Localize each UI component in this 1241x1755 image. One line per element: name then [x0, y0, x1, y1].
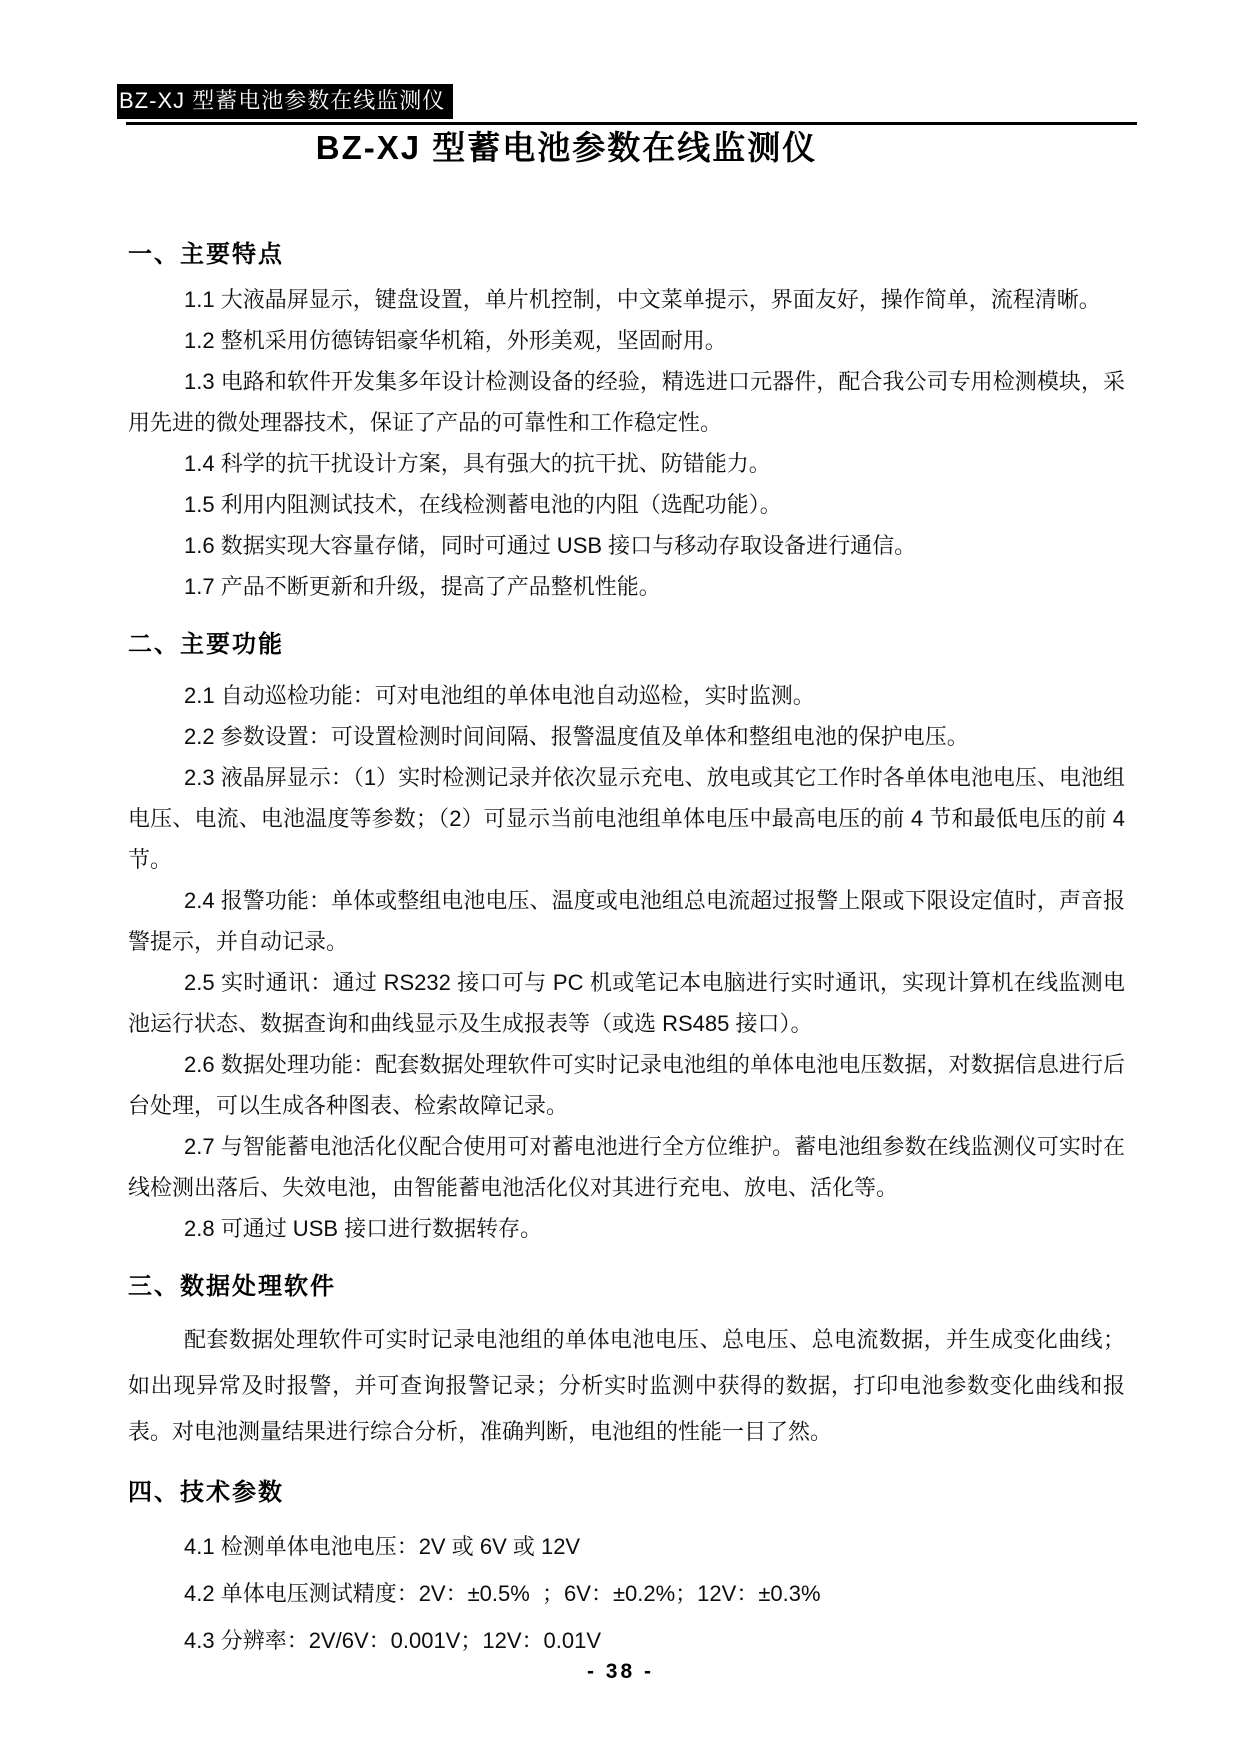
section-tech-params: [128, 1477, 1125, 1664]
tech-param-4-1: 4.1 检测单体电池电压：2V 或 6V 或 12V: [184, 1534, 581, 1559]
section-heading-tech-params: 四、技术参数: [128, 1479, 284, 1506]
running-header-label: BZ-XJ 型蓄电池参数在线监测仪: [117, 84, 453, 119]
function-item-2-6: 2.6 数据处理功能：配套数据处理软件可实时记录电池组的单体电池电压数据，对数据信息进行后台处理，可以生成各种图表、检索故障记录。: [128, 1052, 1125, 1118]
feature-item-1-5: 1.5 利用内阻测试技术，在线检测蓄电池的内阻（选配功能）。: [184, 492, 782, 517]
feature-item-1-2: 1.2 整机采用仿德铸铝豪华机箱，外形美观，坚固耐用。: [184, 328, 727, 353]
document-title: BZ-XJ 型蓄电池参数在线监测仪: [315, 129, 818, 166]
function-item-2-1: 2.1 自动巡检功能：可对电池组的单体电池自动巡检，实时监测。: [184, 683, 815, 708]
section-heading-data-software: 三、数据处理软件: [128, 1273, 336, 1300]
page-number: - 38 -: [586, 1660, 654, 1683]
feature-item-1-6: 1.6 数据实现大容量存储，同时可通过 USB 接口与移动存取设备进行通信。: [184, 533, 917, 558]
feature-item-1-1: 1.1 大液晶屏显示，键盘设置，单片机控制，中文菜单提示，界面友好，操作简单，流程清晰。: [184, 287, 1101, 312]
feature-item-1-3: 1.3 电路和软件开发集多年设计检测设备的经验，精选进口元器件，配合我公司专用检测模块，采用先进的微处理器技术，保证了产品的可靠性和工作稳定性。: [128, 369, 1125, 435]
function-item-2-2: 2.2 参数设置：可设置检测时间间隔、报警温度值及单体和整组电池的保护电压。: [184, 724, 969, 749]
section-main-functions: [128, 629, 1125, 1249]
feature-item-1-7: 1.7 产品不断更新和升级，提高了产品整机性能。: [184, 574, 661, 599]
function-item-2-8: 2.8 可通过 USB 接口进行数据转存。: [184, 1216, 543, 1241]
tech-param-4-2: 4.2 单体电压测试精度：2V：±0.5% ；6V：±0.2%；12V：±0.3%: [184, 1581, 821, 1606]
section-heading-main-features: 一、主要特点: [128, 241, 284, 268]
section-heading-main-functions: 二、主要功能: [128, 631, 284, 658]
section-main-features: [128, 239, 1125, 607]
function-item-2-3: 2.3 液晶屏显示：（1）实时检测记录并依次显示充电、放电或其它工作时各单体电池电压、电池组电压、电流、电池温度等参数；（2）可显示当前电池组单体电压中最高电压的前 4 节和最低电压的前 4 节。: [128, 765, 1125, 872]
feature-item-1-4: 1.4 科学的抗干扰设计方案，具有强大的抗干扰、防错能力。: [184, 451, 771, 476]
running-header: [119, 84, 1125, 125]
section-data-software: [128, 1271, 1125, 1455]
data-software-paragraph: 配套数据处理软件可实时记录电池组的单体电池电压、总电压、总电流数据，并生成变化曲线；如出现异常及时报警，并可查询报警记录；分析实时监测中获得的数据，打印电池参数变化曲线和报表。对电池测量结果进行综合分析，准确判断，电池组的性能一目了然。: [128, 1327, 1125, 1444]
title-row: [128, 127, 1125, 169]
function-item-2-4: 2.4 报警功能：单体或整组电池电压、温度或电池组总电流超过报警上限或下限设定值时，声音报警提示，并自动记录。: [128, 888, 1125, 954]
tech-param-4-3: 4.3 分辨率：2V/6V：0.001V；12V：0.01V: [184, 1628, 601, 1653]
function-item-2-7: 2.7 与智能蓄电池活化仪配合使用可对蓄电池进行全方位维护。蓄电池组参数在线监测仪可实时在线检测出落后、失效电池，由智能蓄电池活化仪对其进行充电、放电、活化等。: [128, 1134, 1125, 1200]
header-rule: [126, 122, 1137, 125]
function-item-2-5: 2.5 实时通讯：通过 RS232 接口可与 PC 机或笔记本电脑进行实时通讯，实现计算机在线监测电池运行状态、数据查询和曲线显示及生成报表等（或选 RS485 接口）。: [128, 970, 1125, 1036]
